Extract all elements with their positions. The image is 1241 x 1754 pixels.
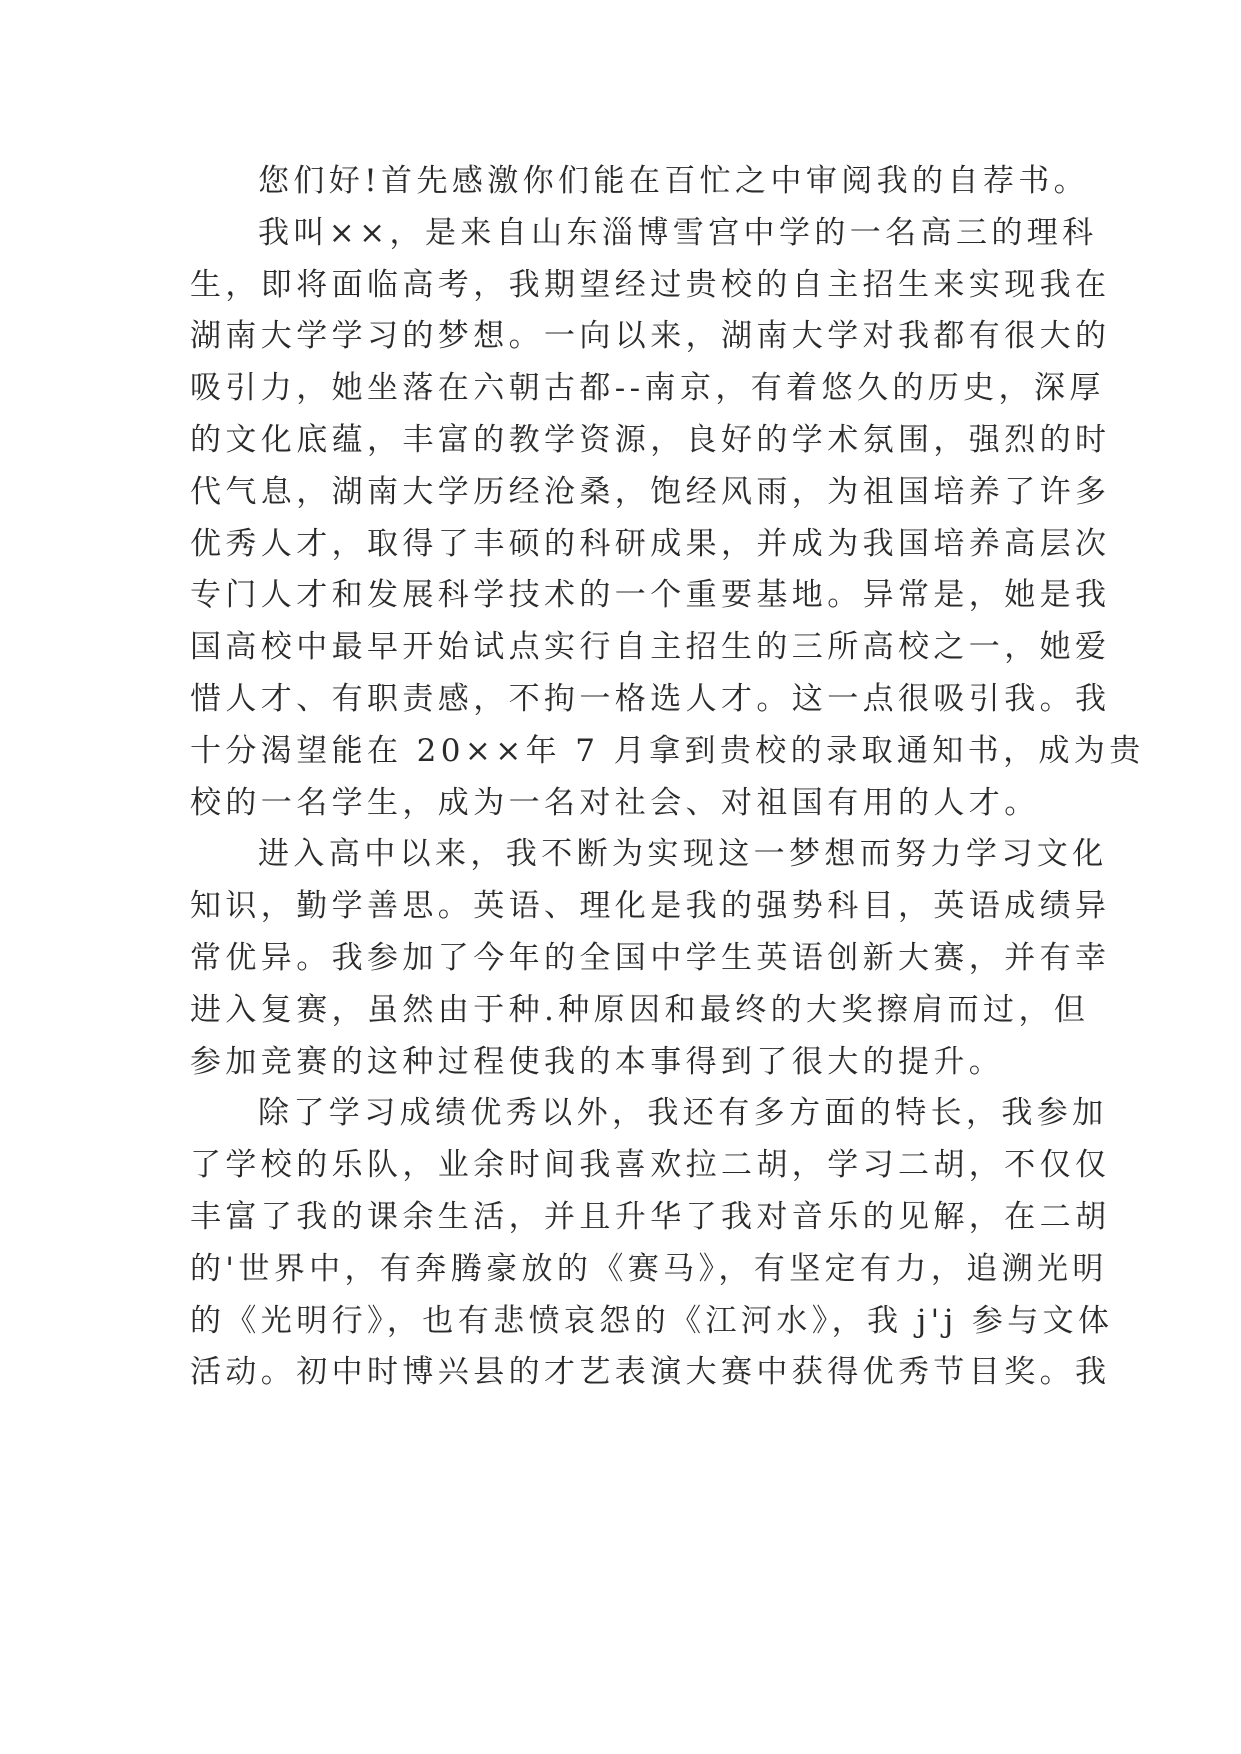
text-line: 常优异。我参加了今年的全国中学生英语创新大赛，并有幸: [190, 939, 1111, 976]
text-line: 的'世界中，有奔腾豪放的《赛马》，有坚定有力，追溯光明: [190, 1250, 1108, 1287]
text-line: 湖南大学学习的梦想。一向以来，湖南大学对我都有很大的: [190, 318, 1111, 355]
text-line: 进入复赛，虽然由于种.种原因和最终的大奖擦肩而过，但: [190, 991, 1090, 1028]
document-body: [190, 156, 1145, 1399]
text-line: 的文化底蕴，丰富的教学资源，良好的学术氛围，强烈的时: [190, 421, 1111, 458]
text-line: 代气息，湖南大学历经沧桑，饱经风雨，为祖国培养了许多: [190, 473, 1111, 510]
text-line: 活动。初中时博兴县的才艺表演大赛中获得优秀节目奖。我: [190, 1354, 1111, 1391]
text-line: 我叫××，是来自山东淄博雪宫中学的一名高三的理科: [258, 214, 1098, 251]
text-line: 十分渴望能在 20××年 7 月拿到贵校的录取通知书，成为贵: [190, 732, 1145, 769]
text-line: 校的一名学生，成为一名对社会、对祖国有用的人才。: [190, 784, 1040, 821]
text-line: 吸引力，她坐落在六朝古都--南京，有着悠久的历史，深厚: [190, 370, 1105, 407]
text-line: 专门人才和发展科学技术的一个重要基地。异常是，她是我: [190, 577, 1111, 614]
text-line: 惜人才、有职责感，不拘一格选人才。这一点很吸引我。我: [190, 680, 1111, 717]
text-line: 进入高中以来，我不断为实现这一梦想而努力学习文化: [258, 836, 1108, 873]
text-line: 除了学习成绩优秀以外，我还有多方面的特长，我参加: [258, 1095, 1108, 1132]
text-line: 丰富了我的课余生活，并且升华了我对音乐的见解，在二胡: [190, 1198, 1111, 1235]
text-line: 生，即将面临高考，我期望经过贵校的自主招生来实现我在: [190, 266, 1111, 303]
text-line: 的《光明行》，也有悲愤哀怨的《江河水》，我 j'j 参与文体: [190, 1302, 1114, 1339]
text-line: 知识，勤学善思。英语、理化是我的强势科目，英语成绩异: [190, 888, 1111, 925]
text-line: 您们好!首先感激你们能在百忙之中审阅我的自荐书。: [258, 163, 1090, 199]
text-line: 参加竞赛的这种过程使我的本事得到了很大的提升。: [190, 1043, 1005, 1080]
text-line: 国高校中最早开始试点实行自主招生的三所高校之一，她爱: [190, 629, 1111, 666]
text-line: 了学校的乐队，业余时间我喜欢拉二胡，学习二胡，不仅仅: [190, 1147, 1111, 1184]
text-line: 优秀人才，取得了丰硕的科研成果，并成为我国培养高层次: [190, 525, 1111, 562]
